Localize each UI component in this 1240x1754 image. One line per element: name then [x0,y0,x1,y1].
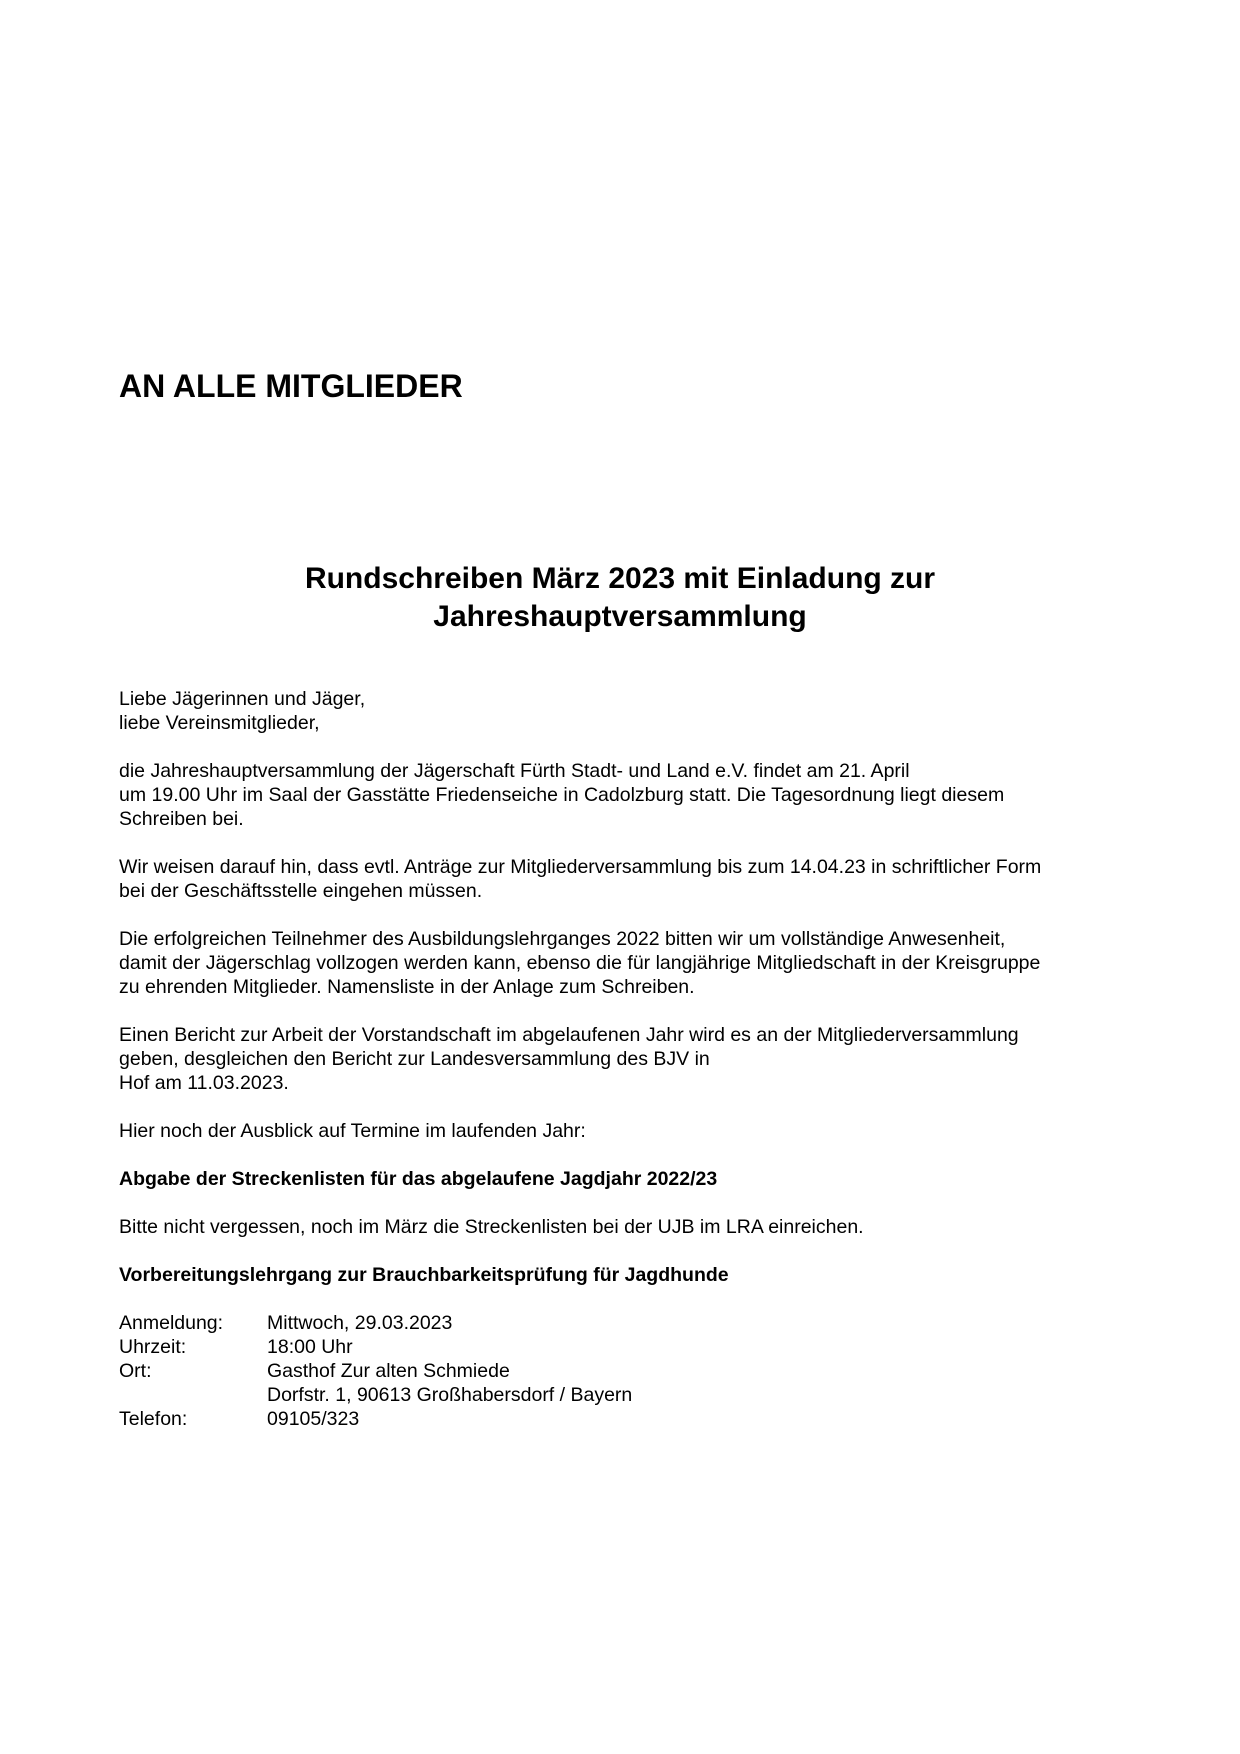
paragraph-meeting-date [119,759,1139,831]
paragraph-participants [119,927,1139,999]
details-value: Gasthof Zur alten Schmiede [267,1360,510,1382]
details-value: 09105/323 [267,1408,360,1430]
paragraph-line: geben, desgleichen den Bericht zur Landesversammlung des BJV in [119,1048,710,1070]
details-row-registration [119,1311,632,1335]
details-label [119,1383,267,1407]
paragraph-line: damit der Jägerschlag vollzogen werden kann, ebenso die für langjährige Mitgliedschaft in der Kreisgruppe [119,952,1041,974]
paragraph-line: Die erfolgreichen Teilnehmer des Ausbildungslehrganges 2022 bitten wir um vollständige Anwesenheit, [119,928,1006,950]
section-heading-streckenlisten: Abgabe der Streckenlisten für das abgelaufene Jagdjahr 2022/23 [119,1168,718,1190]
details-row-address [119,1383,632,1407]
details-value: Mittwoch, 29.03.2023 [267,1312,453,1334]
paragraph-report [119,1023,1139,1095]
paragraph-line: um 19.00 Uhr im Saal der Gasstätte Friedenseiche in Cadolzburg statt. Die Tagesordnung liegt diesem [119,784,1005,806]
paragraph-line: Hof am 11.03.2023. [119,1072,289,1094]
addressee-heading: AN ALLE MITGLIEDER [119,368,463,404]
details-row-time [119,1335,632,1359]
details-row-phone [119,1407,632,1431]
details-label: Anmeldung: [119,1312,224,1334]
greeting-line-2: liebe Vereinsmitglieder, [119,712,320,734]
paragraph-line: Wir weisen darauf hin, dass evtl. Anträge zur Mitgliederversammlung bis zum 14.04.23 in schriftlicher Form [119,856,1042,878]
details-value: 18:00 Uhr [267,1336,353,1358]
paragraph-line: Schreiben bei. [119,808,244,830]
paragraph-line: bei der Geschäftsstelle eingehen müssen. [119,880,483,902]
details-value: Dorfstr. 1, 90613 Großhabersdorf / Bayern [267,1384,633,1406]
details-row-location [119,1359,632,1383]
course-details-table [119,1311,632,1431]
paragraph-line: zu ehrenden Mitglieder. Namensliste in der Anlage zum Schreiben. [119,976,695,998]
section-heading-lehrgang: Vorbereitungslehrgang zur Brauchbarkeitsprüfung für Jagdhunde [119,1264,729,1286]
letter-body [119,687,1139,1431]
paragraph-motions [119,855,1139,903]
title-line-1: Rundschreiben März 2023 mit Einladung zur [304,562,936,595]
paragraph-line: Einen Bericht zur Arbeit der Vorstandschaft im abgelaufenen Jahr wird es an der Mitgliederversammlung [119,1024,1019,1046]
details-label: Telefon: [119,1408,188,1430]
paragraph-line: die Jahreshauptversammlung der Jägerschaft Fürth Stadt- und Land e.V. findet am 21. April [119,760,910,782]
paragraph-outlook: Hier noch der Ausblick auf Termine im laufenden Jahr: [119,1120,586,1142]
document-title [0,560,1240,636]
details-label: Uhrzeit: [119,1336,187,1358]
paragraph-streckenlisten: Bitte nicht vergessen, noch im März die Streckenlisten bei der UJB im LRA einreichen. [119,1216,864,1238]
greeting-line-1: Liebe Jägerinnen und Jäger, [119,688,366,710]
greeting [119,687,1139,735]
title-line-2: Jahreshauptversammlung [433,600,807,633]
details-label: Ort: [119,1360,152,1382]
